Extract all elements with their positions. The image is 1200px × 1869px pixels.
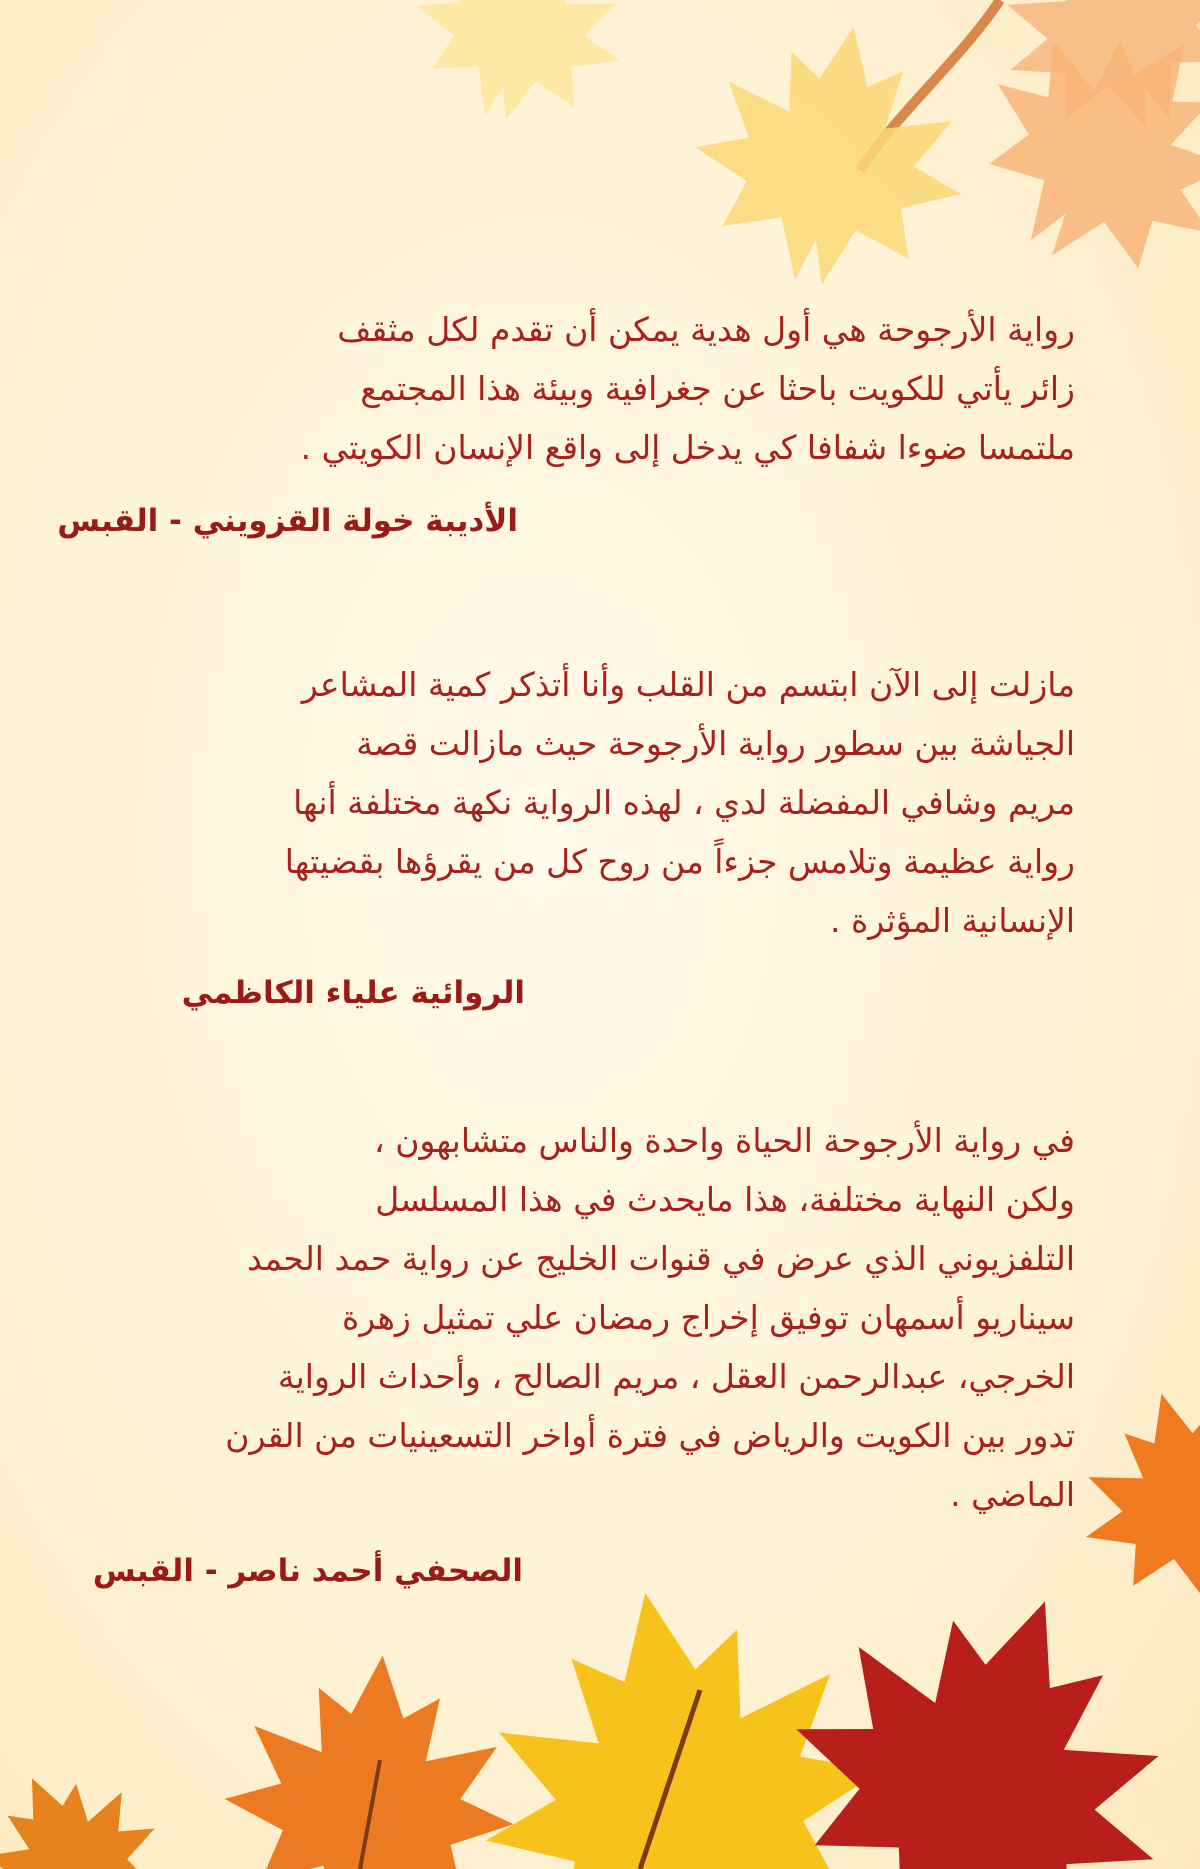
quote-1-line: رواية الأرجوحة هي أول هدية يمكن أن تقدم لكل مثقف — [337, 310, 1075, 349]
quote-1-line: ملتمسا ضوءا شفافا كي يدخل إلى واقع الإنسان الكويتي . — [300, 428, 1075, 467]
maple-leaf-icon — [0, 1740, 187, 1869]
quote-3-line: سيناريو أسمهان توفيق إخراج رمضان علي تمثيل زهرة — [342, 1298, 1075, 1337]
maple-leaf-icon — [394, 0, 649, 145]
quote-3-line: التلفزيوني الذي عرض في قنوات الخليج عن رواية حمد الحمد — [247, 1239, 1075, 1278]
quote-3-line: تدور بين الكويت والرياض في فترة أواخر التسعينيات من القرن — [225, 1416, 1075, 1455]
quote-2-author: الروائية علياء الكاظمي — [181, 975, 525, 1011]
quote-2 — [285, 655, 1075, 950]
maple-leaf-icon — [675, 4, 986, 306]
quote-2-line: الجياشة بين سطور رواية الأرجوحة حيث مازالت قصة — [356, 724, 1075, 763]
quote-3 — [225, 1111, 1075, 1524]
quote-3-author: الصحفي أحمد ناصر - القبس — [92, 1553, 523, 1589]
quote-3-line: الماضي . — [950, 1475, 1075, 1514]
quote-2-line: الإنسانية المؤثرة . — [829, 901, 1075, 940]
quote-3-line: في رواية الأرجوحة الحياة واحدة والناس متشابهون ، — [374, 1121, 1075, 1160]
quote-1 — [301, 300, 1075, 477]
quote-3-line: ولكن النهاية مختلفة، هذا مايحدث في هذا المسلسل — [375, 1180, 1075, 1219]
quote-3-line: الخرجي، عبدالرحمن العقل ، مريم الصالح ، وأحداث الرواية — [277, 1357, 1075, 1396]
quote-2-line: مريم وشافي المفضلة لدي ، لهذه الرواية نكهة مختلفة أنها — [293, 783, 1075, 822]
quote-1-line: زائر يأتي للكويت باحثا عن جغرافية وبيئة هذا المجتمع — [360, 369, 1075, 408]
quote-1-author: الأديبة خولة القزويني - القبس — [57, 503, 518, 539]
maple-leaf-icon — [1055, 1365, 1200, 1626]
quote-2-line: مازلت إلى الآن ابتسم من القلب وأنا أتذكر كمية المشاعر — [301, 665, 1075, 704]
maple-leaf-icon — [214, 1643, 527, 1869]
quote-2-line: رواية عظيمة وتلامس جزءاً من روح كل من يقرؤها بقضيتها — [284, 842, 1075, 881]
